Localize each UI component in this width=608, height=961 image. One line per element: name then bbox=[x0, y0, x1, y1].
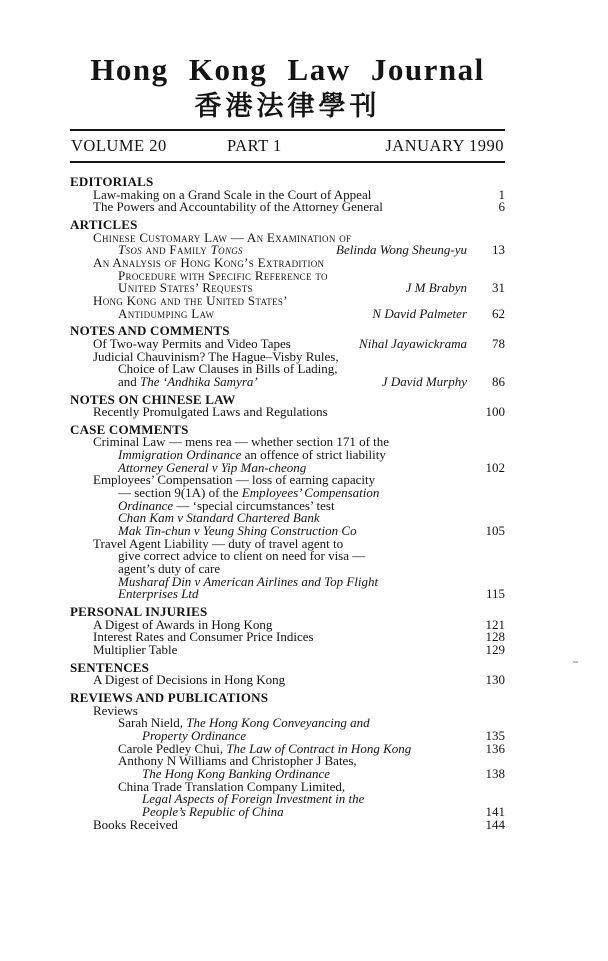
entry-page-number: 6 bbox=[498, 199, 505, 215]
section-heading: ARTICLES bbox=[70, 216, 138, 232]
entry-title-segment: Reviews bbox=[93, 702, 138, 718]
entry-title-segment: Anthony N Williams and Christopher J Bates, bbox=[118, 753, 357, 769]
toc-section bbox=[70, 689, 505, 832]
scan-artifact bbox=[573, 661, 578, 663]
entry-title-italic-segment: Immigration Ordinance bbox=[118, 447, 242, 463]
entry-title-segment: United States’ Requests bbox=[118, 280, 253, 296]
entry-page-number: 136 bbox=[485, 740, 505, 756]
toc-entry-line bbox=[70, 793, 505, 806]
entry-title-segment: — ‘special circumstances’ test bbox=[173, 497, 335, 513]
entry-title-segment: Chinese Customary Law — An Examination of bbox=[93, 229, 352, 245]
entry-title-segment: Multiplier Table bbox=[93, 641, 178, 657]
entry-page-number: 13 bbox=[492, 242, 505, 258]
journal-header bbox=[0, 54, 608, 163]
entry-title-segment: an offence of strict liability bbox=[241, 447, 386, 463]
entry-title-italic-segment: Enterprises Ltd bbox=[118, 586, 199, 602]
entry-title-segment: Law-making on a Grand Scale in the Court of Appeal bbox=[93, 186, 372, 202]
entry-page-number: 31 bbox=[492, 280, 505, 296]
entry-page-number: 128 bbox=[485, 629, 505, 645]
entry-page-number: 121 bbox=[485, 616, 505, 632]
journal-contents-page bbox=[0, 54, 608, 961]
entry-title-italic-segment: Tongs bbox=[210, 242, 243, 258]
entry-title-italic-segment: Attorney General v Yip Man-cheong bbox=[118, 459, 307, 475]
toc-entry-line bbox=[70, 641, 505, 657]
toc-section bbox=[70, 325, 505, 388]
entry-title-segment: Antidumping Law bbox=[118, 305, 215, 321]
journal-title-chinese: 香港法律學刊 bbox=[194, 91, 381, 121]
entry-title-segment: An Analysis of Hong Kong’s Extradition bbox=[93, 254, 325, 270]
entry-title-segment: Of Two-way Permits and Video Tapes bbox=[93, 335, 291, 351]
entry-title-italic-segment: The Hong Kong Banking Ordinance bbox=[142, 765, 330, 781]
entry-title-segment: Carole Pedley Chui, bbox=[118, 740, 227, 756]
entry-title-segment: Books Received bbox=[93, 816, 178, 832]
entry-title-segment: A Digest of Decisions in Hong Kong bbox=[93, 672, 286, 688]
section-heading: REVIEWS AND PUBLICATIONS bbox=[70, 689, 269, 705]
entry-title bbox=[93, 406, 328, 419]
entry-author: J M Brabyn bbox=[405, 280, 467, 296]
table-of-contents bbox=[70, 176, 505, 831]
entry-title-segment: Criminal Law — mens rea — whether section 171 of the bbox=[93, 434, 390, 450]
header-inner bbox=[70, 54, 505, 163]
entry-page-number: 138 bbox=[485, 765, 505, 781]
entry-title-segment: Interest Rates and Consumer Price Indices bbox=[93, 629, 314, 645]
toc-section bbox=[70, 216, 505, 321]
volume-label: VOLUME 20 bbox=[71, 136, 167, 155]
section-heading: SENTENCES bbox=[70, 659, 150, 675]
entry-page-number: 105 bbox=[485, 523, 505, 539]
toc-entry-line bbox=[70, 816, 505, 832]
toc-entry-line bbox=[70, 406, 505, 419]
entry-title-italic-segment: People’s Republic of China bbox=[142, 803, 284, 819]
entry-title bbox=[93, 816, 178, 832]
entry-page-number: 144 bbox=[485, 816, 505, 832]
entry-title-italic-segment: Employees’ Compensation bbox=[241, 485, 380, 501]
entry-page-number: 135 bbox=[485, 727, 505, 743]
entry-title-segment: give correct advice to client on need for visa — bbox=[118, 548, 366, 564]
entry-title-italic-segment: Legal Aspects of Foreign Investment in the bbox=[142, 791, 365, 807]
toc-entry-line bbox=[70, 588, 505, 601]
entry-title bbox=[93, 201, 383, 214]
entry-page-number: 141 bbox=[485, 803, 505, 819]
entry-title-segment: A Digest of Awards in Hong Kong bbox=[93, 616, 273, 632]
section-heading: NOTES ON CHINESE LAW bbox=[70, 391, 236, 407]
entry-title-segment: Sarah Nield, bbox=[118, 715, 187, 731]
part-label: PART 1 bbox=[227, 136, 282, 155]
entry-title bbox=[118, 373, 258, 389]
entry-page-number: 115 bbox=[485, 586, 505, 602]
entry-title-segment: — section 9(1A) of the bbox=[118, 485, 242, 501]
section-heading: NOTES AND COMMENTS bbox=[70, 323, 230, 339]
entry-author: N David Palmeter bbox=[372, 305, 467, 321]
entry-author: J David Murphy bbox=[381, 373, 467, 389]
entry-title bbox=[93, 641, 178, 657]
toc-entry-line bbox=[70, 717, 505, 730]
entry-title-segment: Recently Promulgated Laws and Regulations bbox=[93, 404, 328, 420]
entry-title-segment: Judicial Chauvinism? The Hague–Visby Rules, bbox=[93, 348, 339, 364]
entry-title-segment: Employees’ Compensation — loss of earning capacity bbox=[93, 472, 376, 488]
toc-section bbox=[70, 606, 505, 657]
toc-section bbox=[70, 421, 505, 602]
toc-entry-line bbox=[70, 674, 505, 687]
entry-title-italic-segment: The Hong Kong Conveyancing and bbox=[186, 715, 370, 731]
toc-section bbox=[70, 176, 505, 214]
entry-page-number: 86 bbox=[492, 373, 505, 389]
entry-title-segment: Travel Agent Liability — duty of travel agent to bbox=[93, 535, 344, 551]
entry-title-segment: Hong Kong and the United States’ bbox=[93, 292, 288, 308]
entry-title-segment: and bbox=[118, 373, 141, 389]
toc-section bbox=[70, 659, 505, 688]
section-heading: CASE COMMENTS bbox=[70, 421, 189, 437]
entry-title-segment: and Family bbox=[141, 242, 211, 258]
entry-title bbox=[118, 588, 199, 601]
toc-section bbox=[70, 391, 505, 420]
entry-page-number: 130 bbox=[485, 672, 505, 688]
section-heading: PERSONAL INJURIES bbox=[70, 604, 208, 619]
toc-entry-line bbox=[70, 373, 505, 389]
entry-title-italic-segment: Mak Tin-chun v Yeung Shing Construction Co bbox=[118, 523, 357, 539]
volume-line bbox=[70, 131, 505, 161]
section-heading: EDITORIALS bbox=[70, 174, 154, 189]
entry-page-number: 129 bbox=[485, 641, 505, 657]
entry-title-segment: China Trade Translation Company Limited, bbox=[118, 778, 346, 794]
entry-title-italic-segment: The Law of Contract in Hong Kong bbox=[226, 740, 412, 756]
entry-title-segment: Choice of Law Clauses in Bills of Lading, bbox=[118, 361, 338, 377]
entry-page-number: 102 bbox=[485, 459, 505, 475]
entry-title-segment: The Powers and Accountability of the Attorney General bbox=[93, 199, 383, 215]
entry-title bbox=[93, 674, 285, 687]
entry-title-italic-segment: Chan Kam v Standard Chartered Bank bbox=[118, 510, 320, 526]
entry-title-segment: agent’s duty of care bbox=[118, 561, 221, 577]
entry-page-number: 62 bbox=[492, 305, 505, 321]
journal-title: Hong Kong Law Journal bbox=[90, 52, 485, 87]
entry-title-italic-segment: Ordinance bbox=[118, 497, 174, 513]
entry-page-number: 1 bbox=[498, 186, 505, 202]
entry-title-italic-segment: Musharaf Din v American Airlines and Top Flight bbox=[118, 573, 379, 589]
entry-title-italic-segment: Property Ordinance bbox=[142, 727, 247, 743]
issue-date: JANUARY 1990 bbox=[385, 136, 504, 155]
entry-page-number: 100 bbox=[485, 404, 505, 420]
entry-author: Nihal Jayawickrama bbox=[359, 335, 467, 351]
entry-title-segment: Procedure with Specific Reference to bbox=[118, 267, 328, 283]
entry-author: Belinda Wong Sheung-yu bbox=[336, 242, 467, 258]
entry-title bbox=[118, 305, 215, 321]
entry-page-number: 78 bbox=[492, 335, 505, 351]
entry-title-italic-segment: The ‘Andhika Samyra’ bbox=[140, 373, 258, 389]
header-rule-bottom bbox=[70, 161, 505, 164]
toc-entry-line bbox=[70, 201, 505, 214]
entry-title-italic-segment: Tsos bbox=[118, 242, 142, 258]
toc-entry-line bbox=[70, 305, 505, 321]
